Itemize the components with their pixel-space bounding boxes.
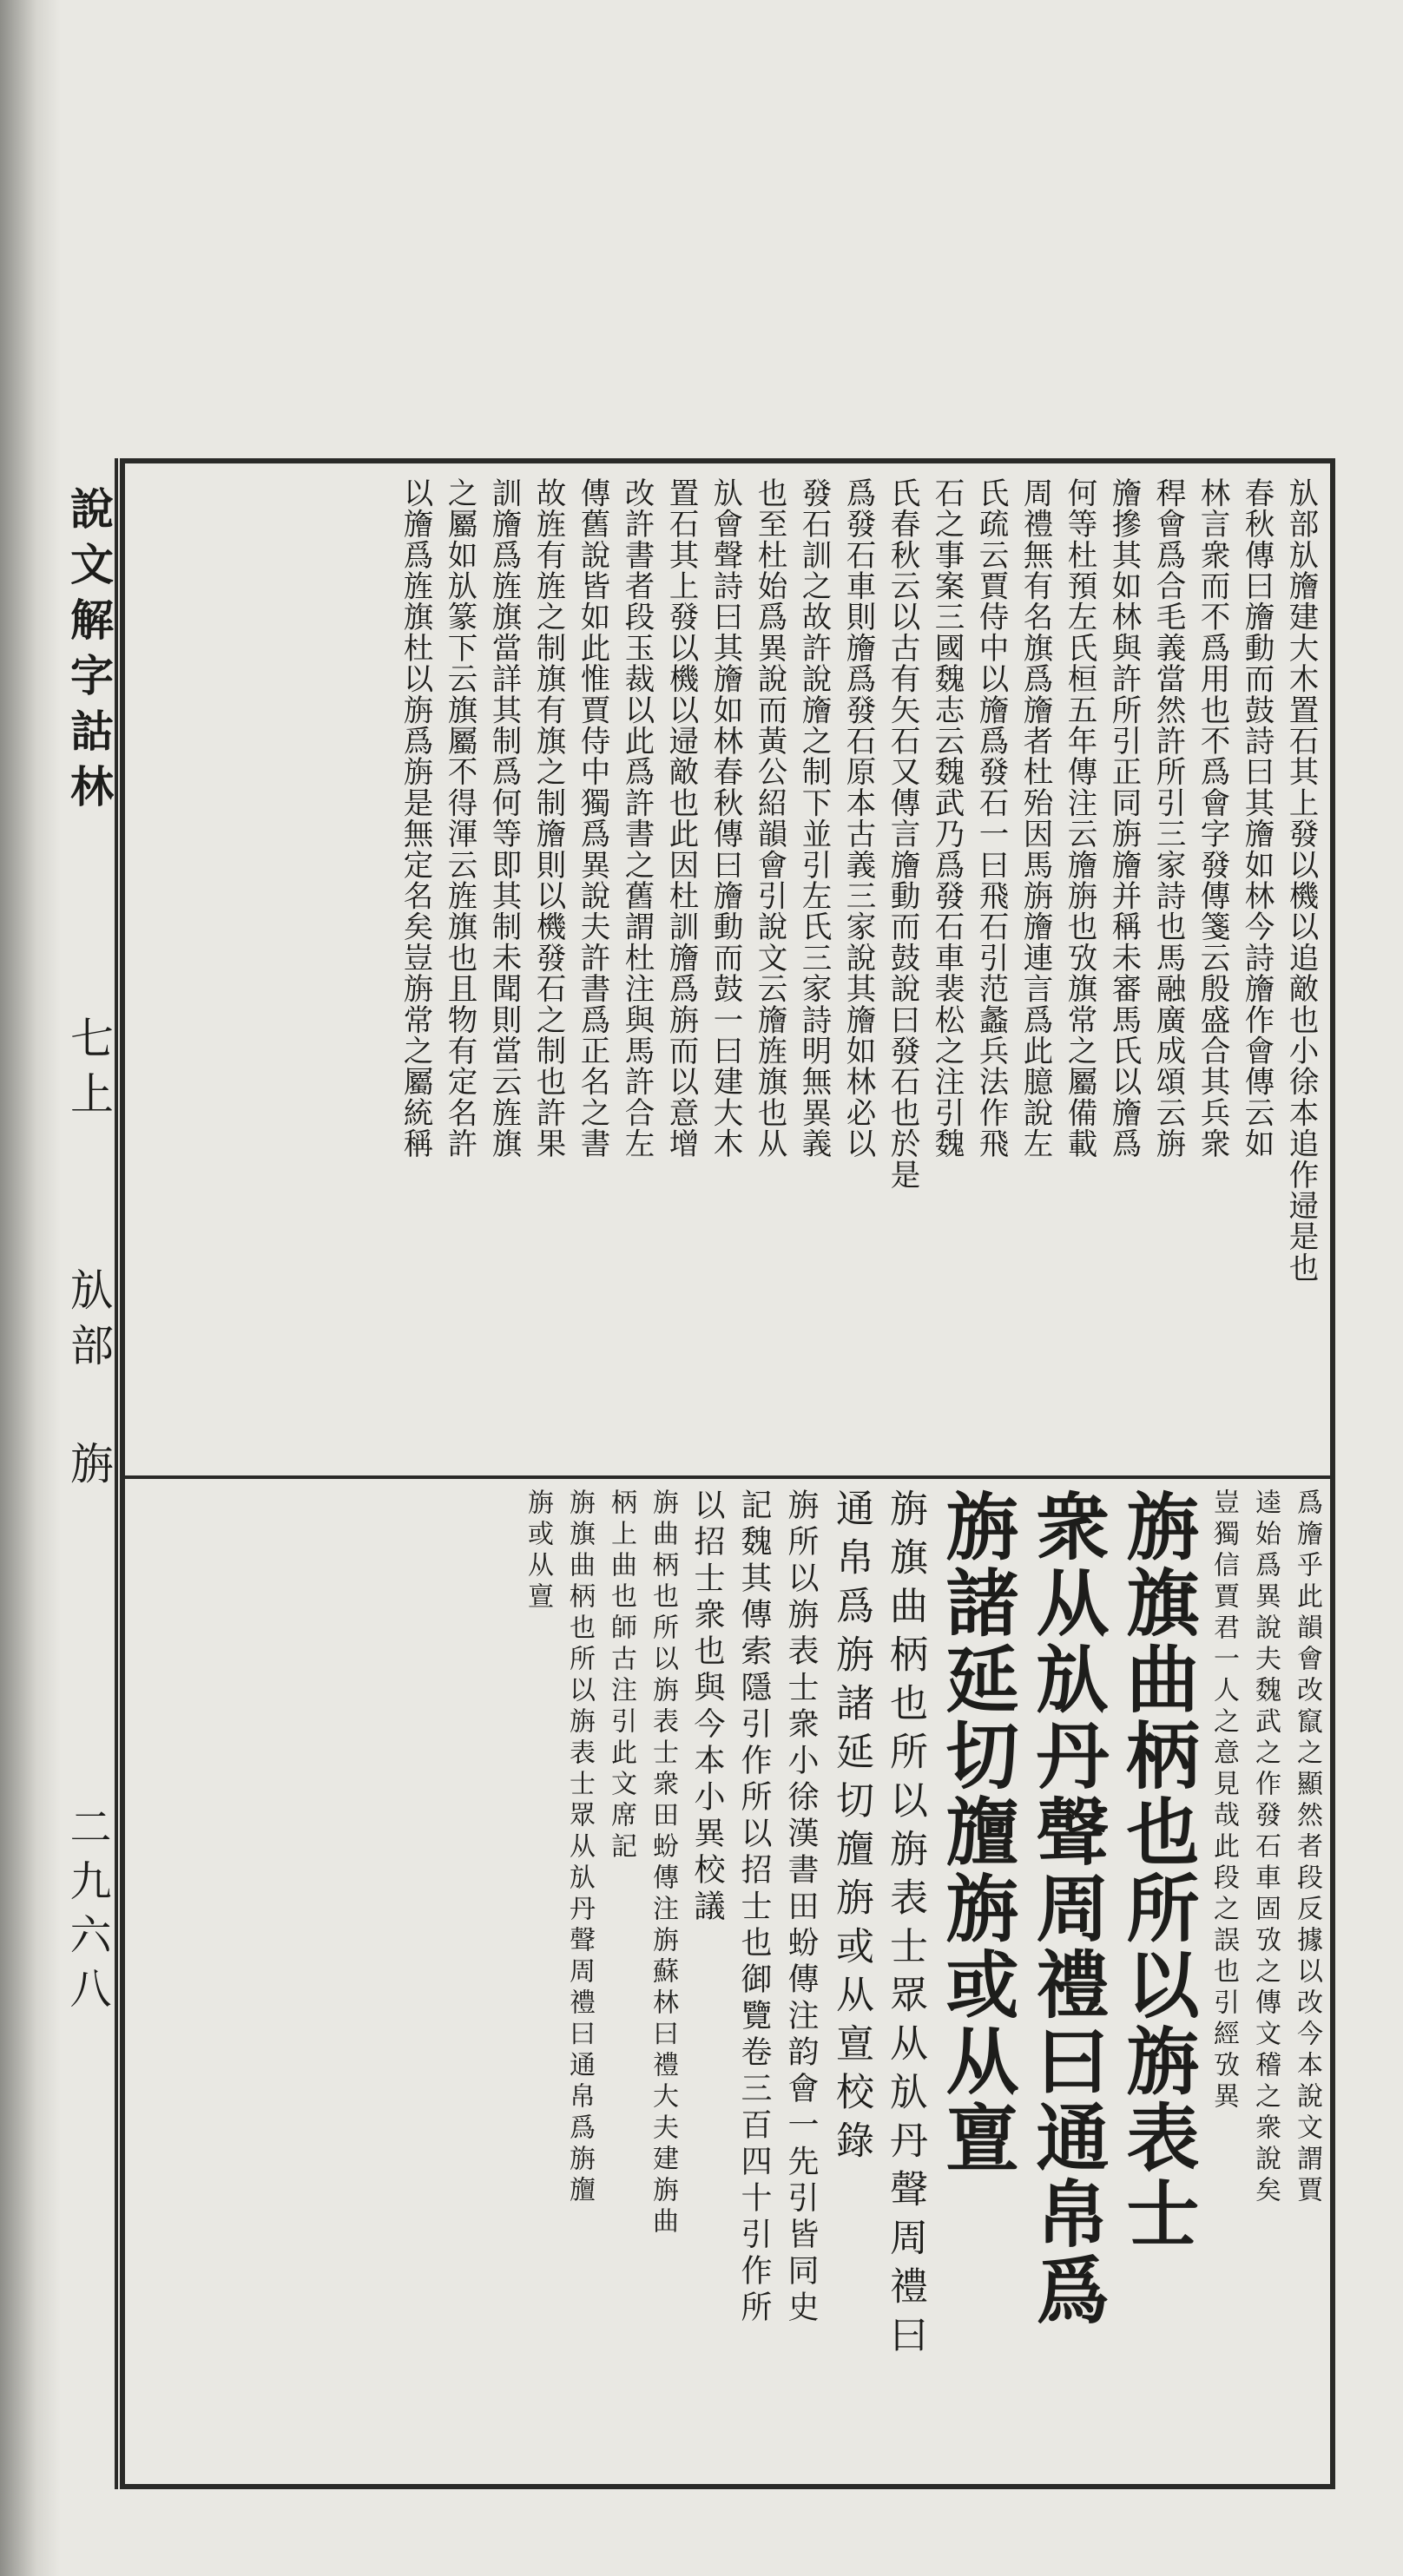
- text-column: 置石其上發以機以䢜敵也此因杜訓旝爲旃而以意增: [663, 477, 698, 1160]
- commentary-column: 逵始爲異說夫魏武之作發石車固攷之傳文稽之衆說矣: [1250, 1488, 1281, 2207]
- text-column: 㫃會聲詩曰其旝如林春秋傳曰旝動而鼓一曰建大木: [708, 477, 742, 1160]
- commentary-column: 柄上曲也師古注引此文席記: [606, 1488, 636, 1863]
- section-divider: [120, 1475, 1335, 1479]
- text-column: 春秋傳曰旝動而鼓詩曰其旝如林今詩旝作會傳云如: [1239, 477, 1274, 1160]
- commentary-column: 爲旝乎此韻會改竄之顯然者段反據以改今本說文謂賈: [1292, 1488, 1322, 2207]
- text-column: 稈會爲合毛義當然許所引三家詩也馬融廣成頌云旃: [1150, 477, 1185, 1160]
- text-column: 傳舊說皆如此惟賈侍中獨爲異說夫許書爲正名之書: [575, 477, 609, 1160]
- page-number: 二九六八: [63, 1805, 111, 2021]
- text-column: 發石訓之故許說旝之制下並引左氏三家詩明無異義: [796, 477, 831, 1160]
- text-column: 旝摻其如林與許所引正同旃旝并稱未審馬氏以旝爲: [1106, 477, 1141, 1160]
- upper-text-block: [139, 477, 1320, 1458]
- volume-label: 七上: [63, 1015, 114, 1127]
- text-column: 故旌有旌之制旗有旗之制旝則以機發石之制也許果: [530, 477, 565, 1160]
- text-column: 周禮無有名旗爲旝者杜殆因馬旃旝連言爲此臆說左: [1018, 477, 1052, 1160]
- entry-character: 旃: [63, 1441, 114, 1484]
- commentary-column: 旃或从亶: [523, 1488, 553, 1613]
- main-entry-column: 衆从㫃丹聲周禮曰通帛爲: [1024, 1488, 1110, 2329]
- text-column: 㫃部㫃旝建大木置石其上發以機以追敵也小徐本追作䢜是也: [1283, 477, 1318, 1284]
- text-column: 以旝爲旌旗杜以旃爲旃是無定名矣豈旃常之屬統稱: [398, 477, 432, 1160]
- section-label: 㫃部: [63, 1267, 114, 1378]
- commentary-column: 旃所以旃表士衆小徐漢書田蚡傳注韵會一先引皆同史: [783, 1488, 819, 2327]
- main-entry-column: 旃旗曲柄也所以旃表士: [1115, 1488, 1201, 2252]
- commentary-column: 旃旗曲柄也所以旃表士眾从㫃丹聲周禮曰通帛爲旃旜: [564, 1488, 595, 2207]
- text-column: 爲發石車則旝爲發石原本古義三家說其旝如林必以: [840, 477, 875, 1160]
- main-entry-column: 旃諸延切旜旃或从亶: [934, 1488, 1020, 2176]
- entry-variant-column: 旃旗曲柄也所以旃表士眾从㫃丹聲周禮曰: [883, 1488, 927, 2363]
- text-column: 改許書者段玉裁以此爲許書之舊謂杜注與馬許合左: [619, 477, 654, 1160]
- text-column: 何等杜預左氏桓五年傳注云旝旃也攷旗常之屬備載: [1062, 477, 1097, 1160]
- book-title: 說文解字詁林: [63, 486, 115, 819]
- text-column: 林言衆而不爲用也不爲會字發傳箋云殷盛合其兵衆: [1195, 477, 1229, 1160]
- text-column: 氏春秋云以古有矢石又傳言旝動而鼓說曰發石也於是: [885, 477, 919, 1191]
- text-column: 訓旝爲旌旗當詳其制爲何等即其制未聞則當云旌旗: [486, 477, 521, 1160]
- entry-variant-column: 通帛爲旃諸延切旜旃或从亶校錄: [829, 1488, 873, 2169]
- text-column: 之屬如㫃篆下云旗屬不得渾云旌旗也且物有定名許: [442, 477, 477, 1160]
- commentary-column: 旃曲柄也所以旃表士衆田蚡傳注旃蘇林曰禮大夫建旃曲: [648, 1488, 678, 2238]
- text-column: 氏疏云賈侍中以旝爲發石一曰飛石引范蠡兵法作飛: [973, 477, 1008, 1160]
- text-column: 也至杜始爲異說而黃公紹韻會引說文云旝旌旗也从: [752, 477, 787, 1160]
- commentary-column: 記魏其傳索隱引作所以招士也御覽卷三百四十引作所: [736, 1488, 772, 2327]
- commentary-column: 豈獨信賈君一人之意見哉此段之誤也引經攷異: [1209, 1488, 1239, 2113]
- text-column: 石之事案三國魏志云魏武乃爲發石車裴松之注引魏: [929, 477, 964, 1160]
- commentary-column: 以招士衆也與今本小異校議: [689, 1488, 725, 1926]
- lower-text-block: [130, 1488, 1324, 2478]
